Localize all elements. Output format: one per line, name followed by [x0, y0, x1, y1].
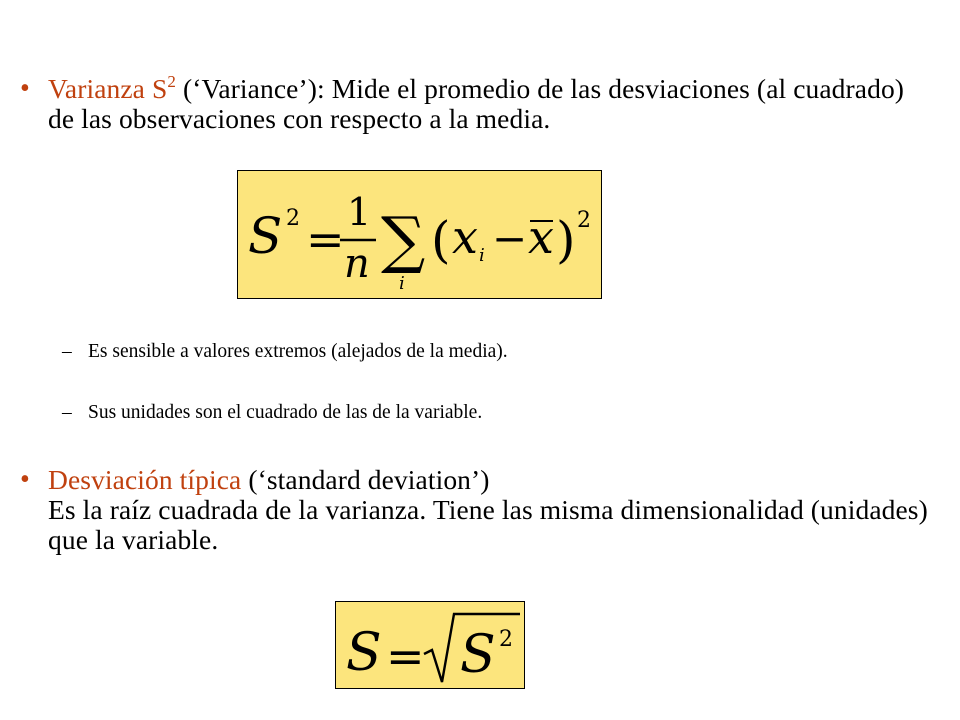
bullet-std-text — [48, 465, 928, 555]
bullet-marker: • — [20, 73, 30, 104]
std-term: Desviación típica — [48, 464, 242, 495]
rhs-exponent: 2 — [577, 208, 591, 233]
summation-symbol: ∑ — [381, 203, 426, 276]
note-sensitive-extremes — [62, 340, 508, 364]
std-formula — [336, 602, 526, 690]
variance-formula-box — [237, 170, 602, 299]
note-text: Es sensible a valores extremos (alejados de la media). — [88, 341, 508, 362]
note-text: Sus unidades son el cuadrado de las de la variable. — [88, 402, 483, 423]
note-squared-units — [62, 401, 482, 425]
variance-translation: (‘Variance’): — [175, 73, 332, 104]
std-equals: = — [386, 629, 425, 683]
variance-lhs-exponent: 2 — [286, 206, 300, 231]
term-mean: x — [528, 210, 554, 264]
summation-index: i — [399, 273, 405, 294]
bullet-marker: • — [20, 464, 30, 495]
note-dash: – — [62, 402, 72, 423]
variance-fraction-denominator: n — [344, 241, 370, 287]
std-heading-line — [48, 465, 928, 495]
variance-lhs-symbol: S — [248, 207, 283, 265]
std-lhs-symbol: S — [346, 623, 382, 683]
minus-sign: − — [492, 214, 528, 263]
variance-formula — [238, 171, 603, 300]
variance-fraction-numerator: 1 — [347, 190, 372, 234]
variance-description: Mide el promedio de las desviaciones (al cuadrado) de las observaciones con respecto a la media. — [48, 73, 905, 134]
std-radicand-symbol: S — [460, 625, 496, 685]
std-radicand-exponent: 2 — [499, 627, 513, 652]
term-x: x — [452, 210, 478, 264]
variance-term: Varianza $S^2$ — [48, 72, 176, 104]
note-dash: – — [62, 341, 72, 362]
variance-term-superscript: 2 — [167, 72, 176, 91]
close-paren: ) — [556, 211, 576, 269]
variance-equals: = — [306, 212, 345, 266]
std-description: Es la raíz cuadrada de la varianza. Tiene las misma dimensionalidad (unidades) que la variable. — [48, 494, 928, 555]
std-translation: (‘standard deviation’) — [241, 464, 490, 495]
open-paren: ( — [431, 211, 451, 269]
bullet-variance-text — [48, 74, 928, 134]
std-formula-box — [335, 601, 525, 689]
term-x-subscript: i — [479, 245, 485, 266]
